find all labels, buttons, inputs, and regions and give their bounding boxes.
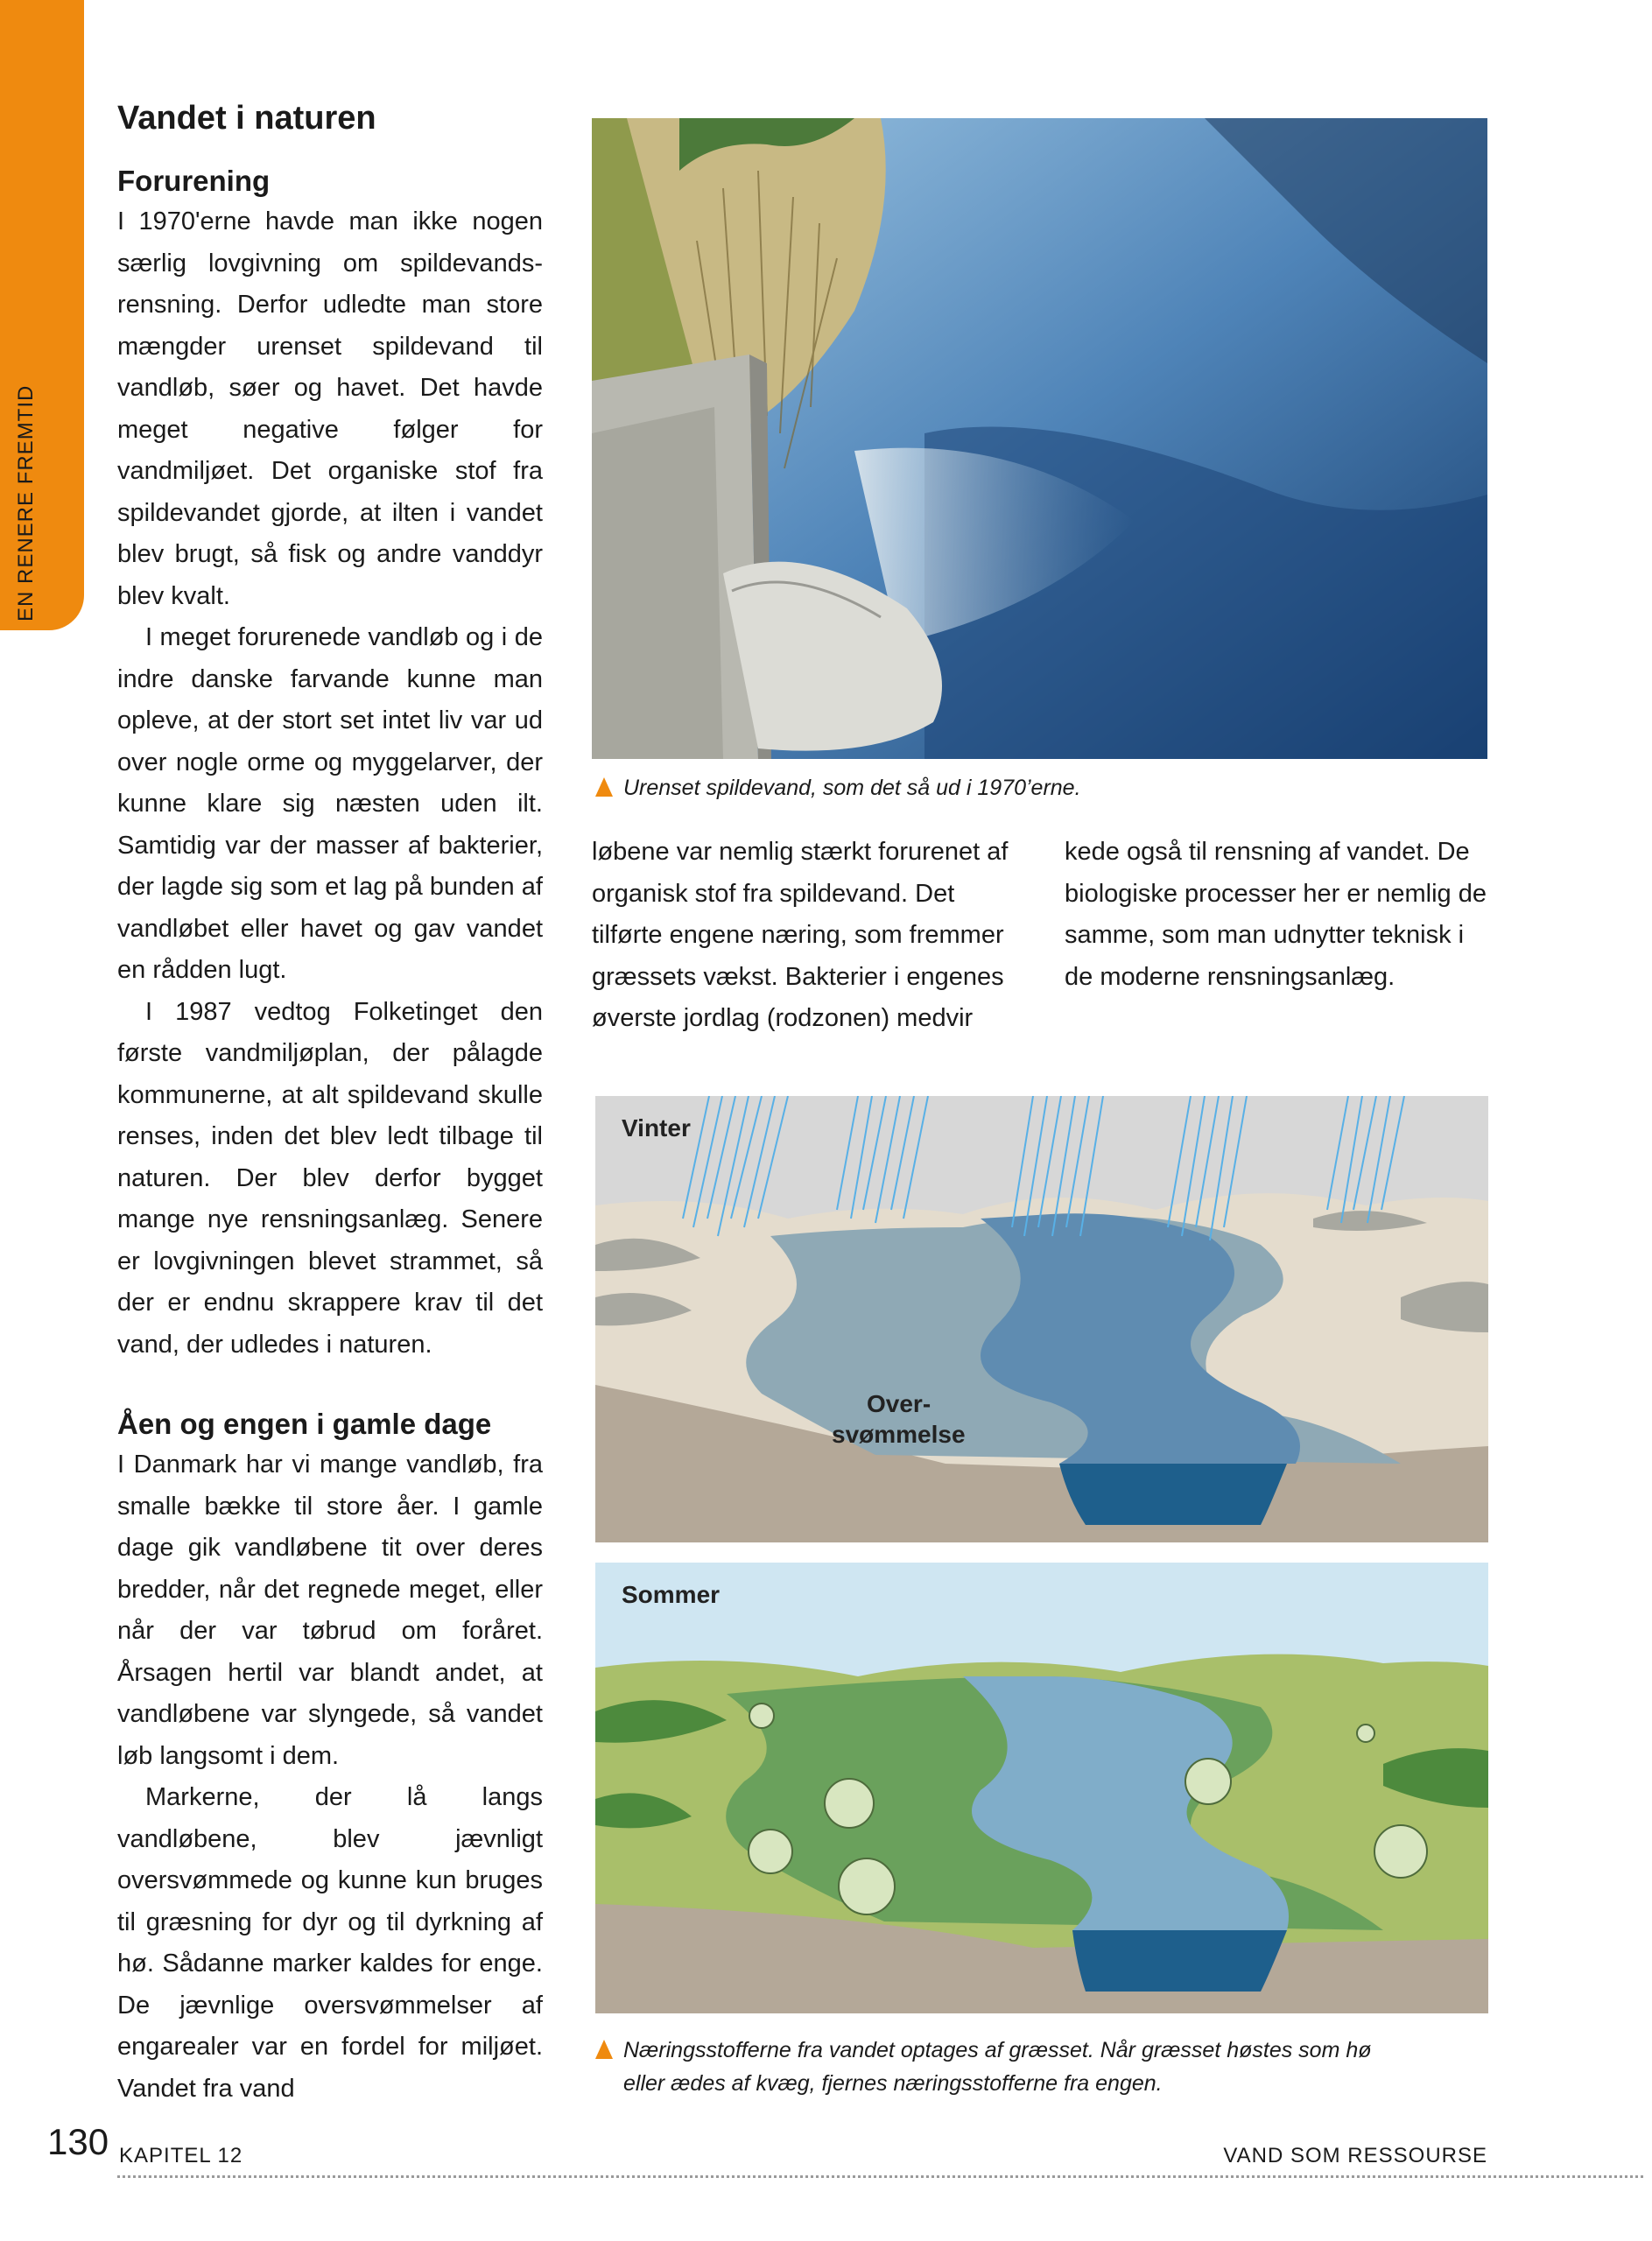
illustration-summer: [595, 1563, 1488, 2013]
flood-label-line2: svømmelse: [832, 1421, 966, 1448]
footer-divider: [117, 2175, 1643, 2178]
illustration-winter: [595, 1096, 1488, 1542]
paragraph: løbene var nemlig stærkt forurenet af organisk stof fra spildevand. Det tilførte engene næring, som fremmer græssets vækst. Bakterier i engenes øverste jordlag (rodzonen) medvir: [592, 838, 1009, 1032]
flood-label-line1: Over-: [867, 1390, 931, 1417]
footer-section-title: VAND SOM RESSOURSE: [1223, 2144, 1487, 2167]
paragraph: Markerne, der lå langs vandløbene, blev jævnligt oversvømmede og kunne kun bruges til græsning for dyr og til dyrkning af hø. Sådanne marker kaldes for enge. De jævnlige oversvømmelser af engarealer var en fordel for miljøet. Vandet fra vand: [117, 1783, 543, 2103]
paragraph: I 1970'erne havde man ikke nogen særlig lovgivning om spildevandsrensning. Derfor udledte man store mængder urenset spildevand til vandløb, søer og havet. Det havde meget negative følger for vandmiljøet. Det organiske stof fra spildevandet gjorde, at ilten i vandet blev brugt, så fisk og andre vanddyr blev kvalt.: [117, 207, 543, 610]
page-number: 130: [47, 2121, 109, 2162]
footer-chapter: KAPITEL 12: [119, 2144, 243, 2167]
right-column: [1065, 832, 1490, 998]
left-column: [117, 96, 543, 2110]
summer-label: Sommer: [622, 1581, 721, 1608]
page-title: Vandet i naturen: [117, 100, 376, 137]
paragraph: kede også til rensning af vandet. De biologiske processer her er nemlig de samme, som man udnytter teknisk i de moderne rensningsanlæg.: [1065, 838, 1487, 991]
paragraph: I Danmark har vi mange vandløb, fra smalle bække til store åer. I gamle dage gik vandløbene tit over deres bredder, når det regnede meget, eller når der var tøbrud om foråret. Årsagen hertil var blandt andet, at vandløbene var slyngede, så vandet løb langsomt i dem.: [117, 1451, 543, 1770]
section-heading-forurening: Forurening: [117, 165, 271, 197]
caption-marker-icon: [595, 2040, 613, 2059]
paragraph: I 1987 vedtog Folketinget den første vandmiljøplan, der pålagde kommunerne, at alt spildevand skulle renses, inden det blev ledt tilbage til naturen. Der blev derfor bygget mange nye rensningsanlæg. Senere er lovgivningen blevet strammet, så der er endnu skrappere krav til det vand, der udledes i naturen.: [117, 997, 543, 1359]
caption-marker-icon: [595, 777, 613, 797]
photo-wastewater-outlet: [592, 118, 1487, 759]
section-heading-aaen: Åen og engen i gamle dage: [117, 1408, 492, 1440]
side-tab-label: EN RENERE FREMTID: [14, 384, 38, 622]
winter-label: Vinter: [622, 1114, 691, 1142]
paragraph: I meget forurenede vandløb og i de indre danske farvande kunne man opleve, at der stort set intet liv var ud over nogle orme og myggelarver, der kunne klare sig næsten uden ilt. Samtidig var der masser af bakterier, der lagde sig som et lag på bunden af vandløbet eller havet og gav vandet en rådden lugt.: [117, 623, 543, 984]
middle-column: [592, 832, 1017, 1040]
illustration-caption-line2: eller ædes af kvæg, fjernes næringsstofferne fra engen.: [623, 2071, 1163, 2096]
photo-caption: Urenset spildevand, som det så ud i 1970’erne.: [623, 776, 1081, 800]
illustration-caption-line1: Næringsstofferne fra vandet optages af græsset. Når græsset høstes som hø: [623, 2038, 1372, 2062]
